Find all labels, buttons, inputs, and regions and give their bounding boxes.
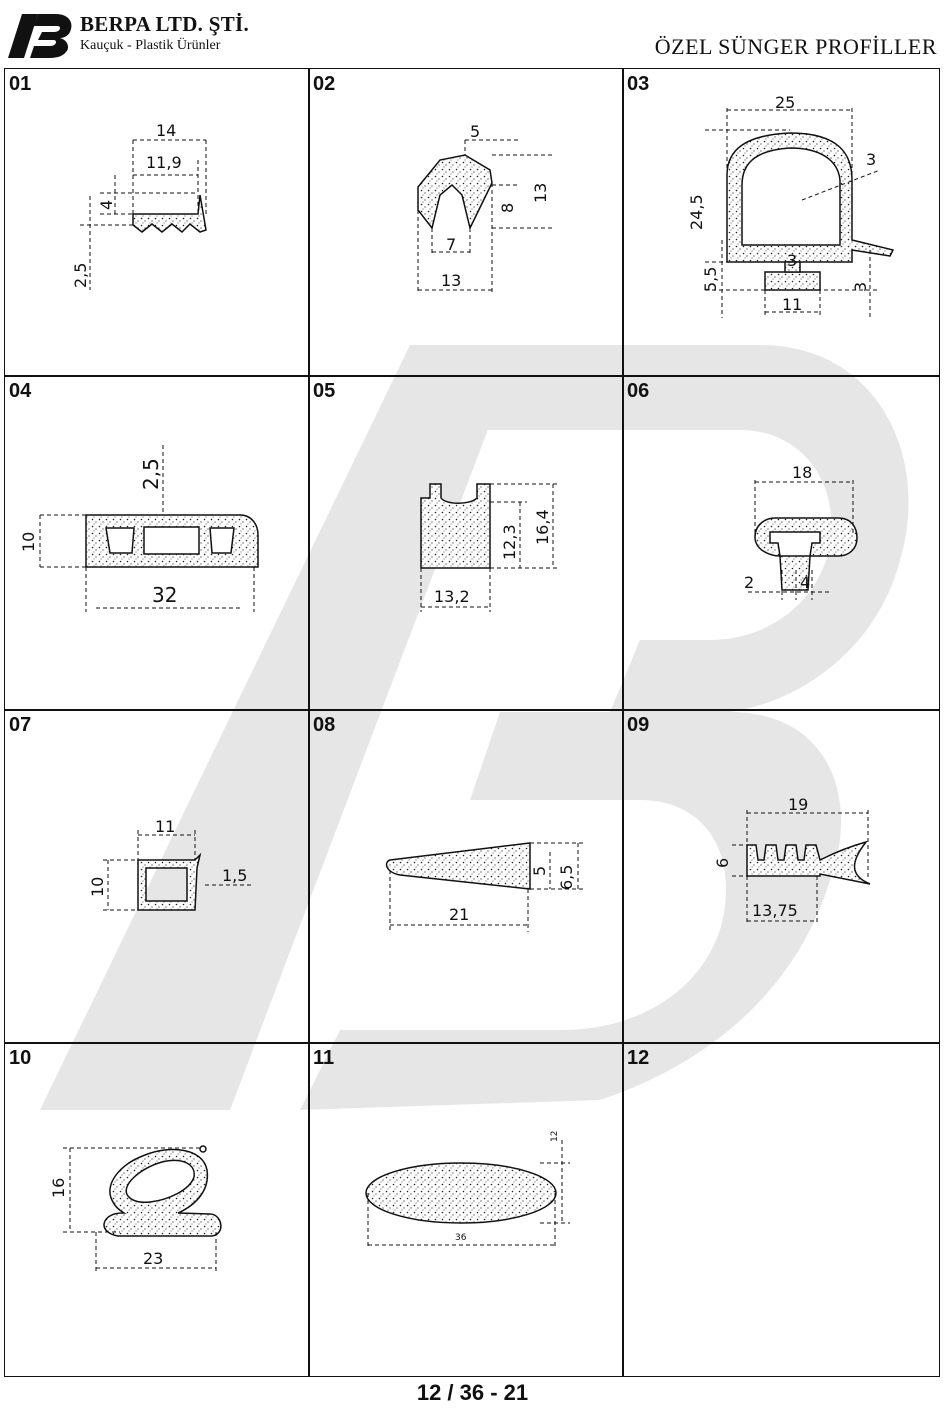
dimension-label: 19	[788, 795, 809, 814]
cell-number: 02	[313, 73, 336, 95]
cell-number: 08	[313, 714, 336, 736]
cell-number: 03	[627, 73, 650, 95]
cell-number: 10	[9, 1047, 32, 1069]
cell-number: 05	[313, 380, 336, 402]
cell-number: 11	[313, 1047, 335, 1069]
cell-number: 07	[9, 714, 32, 736]
page-code: 12 / 36 - 21	[416, 1380, 529, 1405]
dimension-label: 6,5	[557, 864, 576, 890]
dimension-label: 10	[19, 531, 38, 552]
dimension-label: 18	[792, 463, 813, 482]
dimension-label: 2	[744, 573, 755, 592]
dimension-label: 8	[498, 202, 517, 213]
company-name: BERPA LTD. ŞTİ.	[80, 12, 250, 36]
dimension-label: 3	[866, 150, 877, 169]
dimension-label: 36	[455, 1233, 467, 1243]
dimension-label: 13,2	[434, 587, 470, 606]
profile-11-drawing	[366, 1140, 570, 1248]
dimension-label: 14	[156, 121, 177, 140]
dimension-label: 2,5	[139, 458, 163, 490]
dimension-label: 21	[449, 905, 470, 924]
dimension-label: 11	[782, 295, 803, 314]
dimension-label: 10	[88, 876, 107, 897]
dimension-label: 4	[97, 199, 116, 210]
dimension-label: 16,4	[533, 509, 552, 545]
dimension-label: 3	[787, 251, 798, 270]
dimension-label: 16	[49, 1177, 68, 1198]
dimension-label: 24,5	[687, 194, 706, 230]
dimension-label: 7	[446, 235, 457, 254]
dimension-label: 2,5	[71, 262, 90, 288]
dimension-label: 12	[550, 1130, 560, 1142]
profile-02-drawing	[418, 140, 555, 292]
dimension-label: 32	[152, 583, 178, 607]
profile-10-drawing	[63, 1146, 221, 1273]
dimension-label: 6	[713, 857, 732, 868]
page-title: ÖZEL SÜNGER PROFİLLER	[654, 34, 937, 59]
dimension-label: 13,75	[752, 901, 798, 920]
profile-08-drawing	[387, 843, 585, 932]
dimension-label: 11	[155, 817, 176, 836]
cell-number: 04	[9, 380, 32, 402]
dimension-label: 5	[470, 122, 481, 141]
cell-number: 09	[627, 714, 650, 736]
dimension-label: 13	[441, 271, 462, 290]
cell-number: 01	[9, 73, 32, 95]
dimension-label: 4	[800, 573, 811, 592]
dimension-label: 3	[851, 281, 870, 292]
dimension-label: 5	[530, 865, 549, 876]
company-subtitle: Kauçuk - Plastik Ürünler	[80, 38, 221, 53]
dimension-label: 12,3	[500, 524, 519, 560]
dimension-label: 1,5	[222, 866, 248, 885]
dimension-label: 5,5	[701, 266, 720, 292]
dimension-label: 25	[775, 93, 796, 112]
dimension-label: 13	[531, 182, 550, 203]
profile-01-drawing	[80, 140, 206, 290]
cell-number: 12	[627, 1047, 650, 1069]
cell-number: 06	[627, 380, 650, 402]
dimension-label: 23	[143, 1249, 164, 1268]
dimension-label: 11,9	[146, 153, 182, 172]
